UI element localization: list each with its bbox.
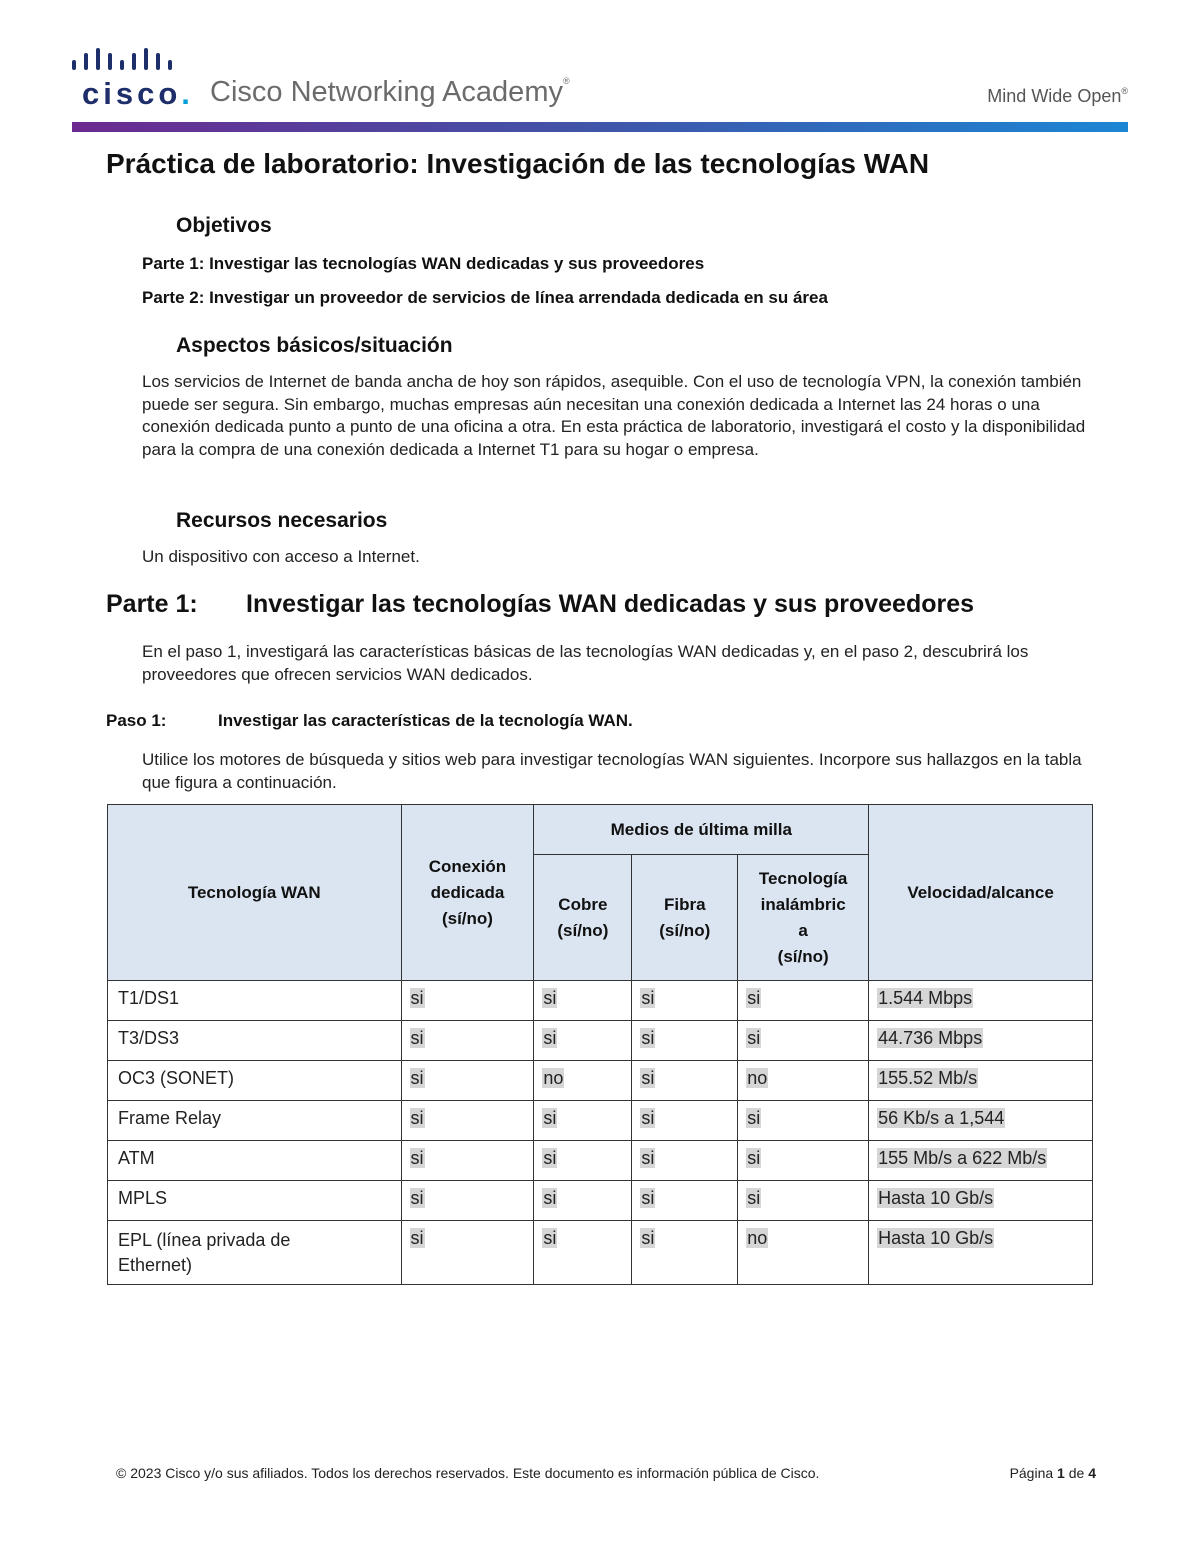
cell-dedicated: si bbox=[401, 1021, 534, 1061]
table-row bbox=[108, 1221, 1093, 1285]
cell-tech: T3/DS3 bbox=[108, 1021, 402, 1061]
cell-wireless: si bbox=[738, 1181, 869, 1221]
cell-speed: 1.544 Mbps bbox=[869, 981, 1093, 1021]
objective-item: Parte 2: Investigar un proveedor de servicios de línea arrendada dedicada en su área bbox=[142, 288, 828, 307]
cisco-logo-wordmark: cisco. bbox=[82, 76, 194, 111]
cell-dedicated: si bbox=[401, 981, 534, 1021]
cell-tech: OC3 (SONET) bbox=[108, 1061, 402, 1101]
cell-dedicated: si bbox=[401, 1061, 534, 1101]
part1-intro: En el paso 1, investigará las características básicas de las tecnologías WAN dedicadas y, en el paso 2, descubrirá los proveedores que ofrecen servicios WAN dedicados. bbox=[142, 642, 1029, 684]
cell-tech: EPL (línea privada de Ethernet) bbox=[108, 1221, 402, 1285]
cell-wireless: no bbox=[738, 1221, 869, 1285]
part1-heading: Parte 1: Investigar las tecnologías WAN dedicadas y sus proveedores bbox=[106, 590, 975, 618]
cell-copper: si bbox=[534, 981, 632, 1021]
wan-technology-table bbox=[107, 804, 1093, 1285]
cell-speed: 155 Mb/s a 622 Mb/s bbox=[869, 1141, 1093, 1181]
header-fiber: Fibra (sí/no) bbox=[632, 855, 738, 981]
cell-wireless: no bbox=[738, 1061, 869, 1101]
cell-wireless: si bbox=[738, 1141, 869, 1181]
cell-wireless: si bbox=[738, 1021, 869, 1061]
cell-fiber: si bbox=[632, 1061, 738, 1101]
cisco-logo-bars-icon bbox=[72, 48, 182, 74]
cell-speed: Hasta 10 Gb/s bbox=[869, 1221, 1093, 1285]
header-last-mile: Medios de última milla bbox=[534, 805, 869, 855]
page-title: Práctica de laboratorio: Investigación de las tecnologías WAN bbox=[106, 148, 930, 179]
cell-copper: si bbox=[534, 1221, 632, 1285]
table-row bbox=[108, 1181, 1093, 1221]
cell-speed: 155.52 Mb/s bbox=[869, 1061, 1093, 1101]
cell-fiber: si bbox=[632, 981, 738, 1021]
cell-dedicated: si bbox=[401, 1221, 534, 1285]
header-speed: Velocidad/alcance bbox=[869, 805, 1093, 981]
cell-copper: si bbox=[534, 1141, 632, 1181]
background-paragraph: Los servicios de Internet de banda ancha de hoy son rápidos, asequible. Con el uso de tecnología VPN, la conexión también puede ser segura. Sin embargo, muchas empresas aún necesitan una conexión dedicada a Internet las 24 horas o una conexión dedicada punto a punto de una oficina a otra. En esta práctica de laboratorio, investigará el costo y la disponibilidad para la compra de una conexión dedicada a Internet T1 para su hogar o empresa. bbox=[142, 372, 1086, 459]
cell-tech: MPLS bbox=[108, 1181, 402, 1221]
objectives-heading: Objetivos bbox=[176, 214, 272, 237]
resources-paragraph: Un dispositivo con acceso a Internet. bbox=[142, 547, 420, 566]
cell-speed: 44.736 Mbps bbox=[869, 1021, 1093, 1061]
objective-item: Parte 1: Investigar las tecnologías WAN dedicadas y sus proveedores bbox=[142, 254, 705, 273]
table-row bbox=[108, 1101, 1093, 1141]
cell-fiber: si bbox=[632, 1221, 738, 1285]
table-row bbox=[108, 1061, 1093, 1101]
step1-heading: Paso 1: Investigar las características de la tecnología WAN. bbox=[106, 711, 633, 730]
cell-wireless: si bbox=[738, 981, 869, 1021]
cell-fiber: si bbox=[632, 1021, 738, 1061]
cell-copper: no bbox=[534, 1061, 632, 1101]
cell-dedicated: si bbox=[401, 1101, 534, 1141]
table-row bbox=[108, 1021, 1093, 1061]
header-wireless: Tecnología inalámbric a (sí/no) bbox=[738, 855, 869, 981]
cell-dedicated: si bbox=[401, 1181, 534, 1221]
resources-heading: Recursos necesarios bbox=[176, 509, 388, 532]
cell-dedicated: si bbox=[401, 1141, 534, 1181]
header-tech: Tecnología WAN bbox=[108, 805, 402, 981]
cell-copper: si bbox=[534, 1021, 632, 1061]
table-row bbox=[108, 1141, 1093, 1181]
header-gradient-bar bbox=[72, 122, 1128, 132]
header-dedicated: Conexión dedicada (sí/no) bbox=[401, 805, 534, 981]
copyright-text: © 2023 Cisco y/o sus afiliados. Todos los derechos reservados. Este documento es información pública de Cisco. bbox=[116, 1465, 820, 1481]
cell-tech: ATM bbox=[108, 1141, 402, 1181]
cell-fiber: si bbox=[632, 1101, 738, 1141]
document-header bbox=[72, 40, 1128, 135]
table-row bbox=[108, 981, 1093, 1021]
header-copper: Cobre (sí/no) bbox=[534, 855, 632, 981]
cell-fiber: si bbox=[632, 1181, 738, 1221]
cell-fiber: si bbox=[632, 1141, 738, 1181]
tagline: Mind Wide Open® bbox=[987, 86, 1128, 106]
cell-tech: Frame Relay bbox=[108, 1101, 402, 1141]
academy-name: Cisco Networking Academy® bbox=[210, 76, 570, 108]
cell-copper: si bbox=[534, 1101, 632, 1141]
cell-speed: Hasta 10 Gb/s bbox=[869, 1181, 1093, 1221]
background-heading: Aspectos básicos/situación bbox=[176, 334, 453, 357]
cell-wireless: si bbox=[738, 1101, 869, 1141]
cell-speed: 56 Kb/s a 1,544 bbox=[869, 1101, 1093, 1141]
cell-tech: T1/DS1 bbox=[108, 981, 402, 1021]
cell-copper: si bbox=[534, 1181, 632, 1221]
step1-paragraph: Utilice los motores de búsqueda y sitios web para investigar tecnologías WAN siguientes. Incorpore sus hallazgos en la tabla que figura a continuación. bbox=[142, 750, 1082, 792]
page-number: Página 1 de 4 bbox=[1009, 1465, 1096, 1481]
page-footer bbox=[116, 1465, 1096, 1481]
